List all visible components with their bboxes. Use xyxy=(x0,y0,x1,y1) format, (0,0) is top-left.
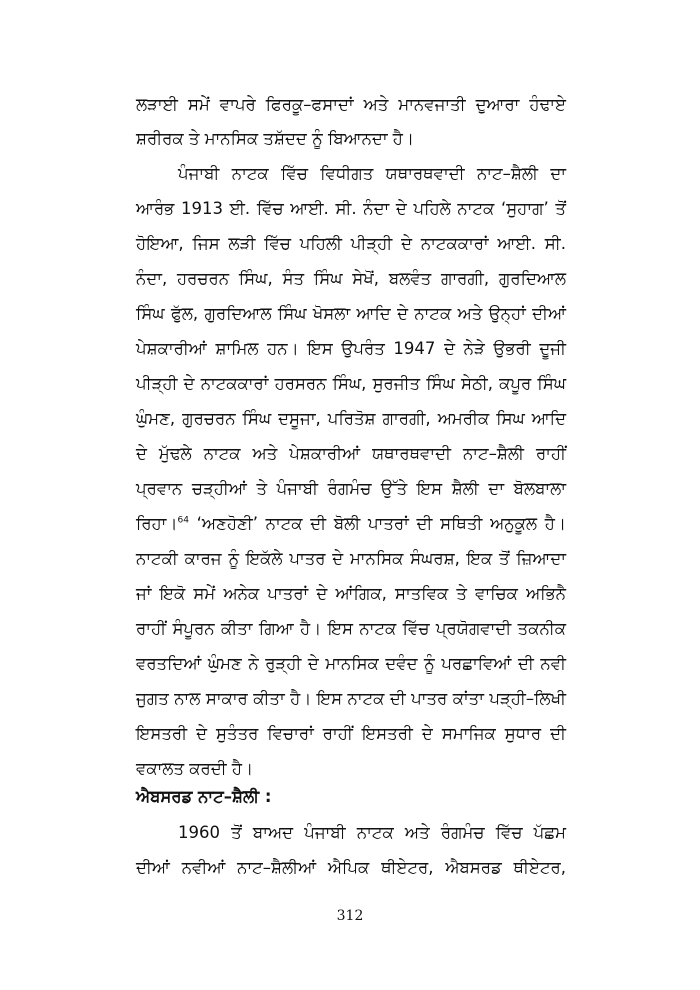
text-line: ਰਾਹੀਂ ਸੰਪੂਰਨ ਕੀਤਾ ਗਿਆ ਹੈ। ਇਸ ਨਾਟਕ ਵਿੱਚ ਪ੍ਰਯੋਗਵਾਦੀ ਤਕਨੀਕ xyxy=(136,619,566,638)
text-line: ਨੰਦਾ, ਹਰਚਰਨ ਸਿੰਘ, ਸੰਤ ਸਿੰਘ ਸੇਖੋਂ, ਬਲਵੰਤ ਗਾਰਗੀ, ਗੁਰਦਿਆਲ xyxy=(136,269,566,288)
text-line: ਆਰੰਭ 1913 ਈ. ਵਿੱਚ ਆਈ. ਸੀ. ਨੰਦਾ ਦੇ ਪਹਿਲੇ ਨਾਟਕ ‘ਸੁਹਾਗ’ ਤੋਂ xyxy=(136,199,566,218)
footnote-marker: 64 xyxy=(177,515,189,526)
text-line: ਘੁੰਮਣ, ਗੁਰਚਰਨ ਸਿੰਘ ਦਸੂਜਾ, ਪਰਿਤੋਸ਼ ਗਾਰਗੀ, ਅਮਰੀਕ ਸਿਘ ਆਦਿ xyxy=(136,409,566,428)
text-line: ਸ਼ਰੀਰਕ ਤੇ ਮਾਨਸਿਕ ਤਸ਼ੱਦਦ ਨੂੰ ਬਿਆਨਦਾ ਹੈ। xyxy=(136,129,415,148)
text-line: ਵਰਤਦਿਆਂ ਘੁੰਮਣ ਨੇ ਰੁੜ੍ਹੀ ਦੇ ਮਾਨਸਿਕ ਦਵੰਦ ਨੂੰ ਪਰਛਾਵਿਆਂ ਦੀ ਨਵੀ xyxy=(136,654,566,673)
text-line: ਜਾਂ ਇਕੋ ਸਮੇਂ ਅਨੇਕ ਪਾਤਰਾਂ ਦੇ ਆਂਗਿਕ, ਸਾਤਵਿਕ ਤੇ ਵਾਚਿਕ ਅਭਿਨੈ xyxy=(136,584,566,603)
text-line: ਪੀੜ੍ਹੀ ਦੇ ਨਾਟਕਕਾਰਾਂ ਹਰਸਰਨ ਸਿੰਘ, ਸੁਰਜੀਤ ਸਿੰਘ ਸੇਠੀ, ਕਪੂਰ ਸਿੰਘ xyxy=(136,374,566,393)
text-fragment: ਰਿਹਾ। xyxy=(136,514,178,533)
text-line: ਲੜਾਈ ਸਮੇਂ ਵਾਪਰੇ ਫਿਰਕੂ–ਫਸਾਦਾਂ ਅਤੇ ਮਾਨਵਜਾਤੀ ਦੁਆਰਾ ਹੰਢਾਏ xyxy=(136,95,566,114)
text-line-with-footnote xyxy=(136,507,566,541)
section-heading: ਐਬਸਰਡ ਨਾਟ–ਸ਼ੈਲੀ : xyxy=(136,787,272,806)
text-line: ਇਸਤਰੀ ਦੇ ਸੁਤੰਤਰ ਵਿਚਾਰਾਂ ਰਾਹੀਂ ਇਸਤਰੀ ਦੇ ਸਮਾਜਿਕ ਸੁਧਾਰ ਦੀ xyxy=(136,724,566,743)
text-line: ਪ੍ਰਵਾਨ ਚੜ੍ਹੀਆਂ ਤੇ ਪੰਜਾਬੀ ਰੰਗਮੰਚ ਉੱਤੇ ਇਸ ਸ਼ੈਲੀ ਦਾ ਬੋਲਬਾਲਾ xyxy=(136,479,566,498)
text-line: ਵਕਾਲਤ ਕਰਦੀ ਹੈ। xyxy=(136,759,254,778)
text-line: ਨਾਟਕੀ ਕਾਰਜ ਨੂੰ ਇਕੱਲੇ ਪਾਤਰ ਦੇ ਮਾਨਸਿਕ ਸੰਘਰਸ਼, ਇਕ ਤੋਂ ਜ਼ਿਆਦਾ xyxy=(136,549,566,568)
text-line: 1960 ਤੋਂ ਬਾਅਦ ਪੰਜਾਬੀ ਨਾਟਕ ਅਤੇ ਰੰਗਮੰਚ ਵਿੱਚ ਪੱਛਮ xyxy=(178,823,566,842)
text-fragment: ‘ਅਣਹੋਣੀ’ ਨਾਟਕ ਦੀ ਬੋਲੀ ਪਾਤਰਾਂ ਦੀ ਸਥਿਤੀ ਅਨੁਕੂਲ ਹੈ। xyxy=(188,514,566,533)
text-line: ਪੇਸ਼ਕਾਰੀਆਂ ਸ਼ਾਮਿਲ ਹਨ। ਇਸ ਉਪਰੰਤ 1947 ਦੇ ਨੇੜੇ ਉਭਰੀ ਦੂਜੀ xyxy=(136,339,566,358)
text-line: ਹੋਇਆ, ਜਿਸ ਲੜੀ ਵਿੱਚ ਪਹਿਲੀ ਪੀੜ੍ਹੀ ਦੇ ਨਾਟਕਕਾਰਾਂ ਆਈ. ਸੀ. xyxy=(136,234,566,253)
text-line: ਜੁਗਤ ਨਾਲ ਸਾਕਾਰ ਕੀਤਾ ਹੈ। ਇਸ ਨਾਟਕ ਦੀ ਪਾਤਰ ਕਾਂਤਾ ਪੜ੍ਹੀ–ਲਿਖੀ xyxy=(136,689,566,708)
text-line: ਦੇ ਮੁੱਢਲੇ ਨਾਟਕ ਅਤੇ ਪੇਸ਼ਕਾਰੀਆਂ ਯਥਾਰਥਵਾਦੀ ਨਾਟ–ਸ਼ੈਲੀ ਰਾਹੀਂ xyxy=(136,444,566,463)
text-line: ਪੰਜਾਬੀ ਨਾਟਕ ਵਿੱਚ ਵਿਧੀਗਤ ਯਥਾਰਥਵਾਦੀ ਨਾਟ–ਸ਼ੈਲੀ ਦਾ xyxy=(178,164,566,183)
text-line: ਦੀਆਂ ਨਵੀਆਂ ਨਾਟ–ਸ਼ੈਲੀਆਂ ਐਪਿਕ ਥੀਏਟਰ, ਐਬਸਰਡ ਥੀਏਟਰ, xyxy=(136,858,566,877)
page-number: 312 xyxy=(336,908,364,924)
text-line: ਸਿੰਘ ਫੁੱਲ, ਗੁਰਦਿਆਲ ਸਿੰਘ ਖੋਸਲਾ ਆਦਿ ਦੇ ਨਾਟਕ ਅਤੇ ਉਨ੍ਹਾਂ ਦੀਆਂ xyxy=(136,304,567,323)
